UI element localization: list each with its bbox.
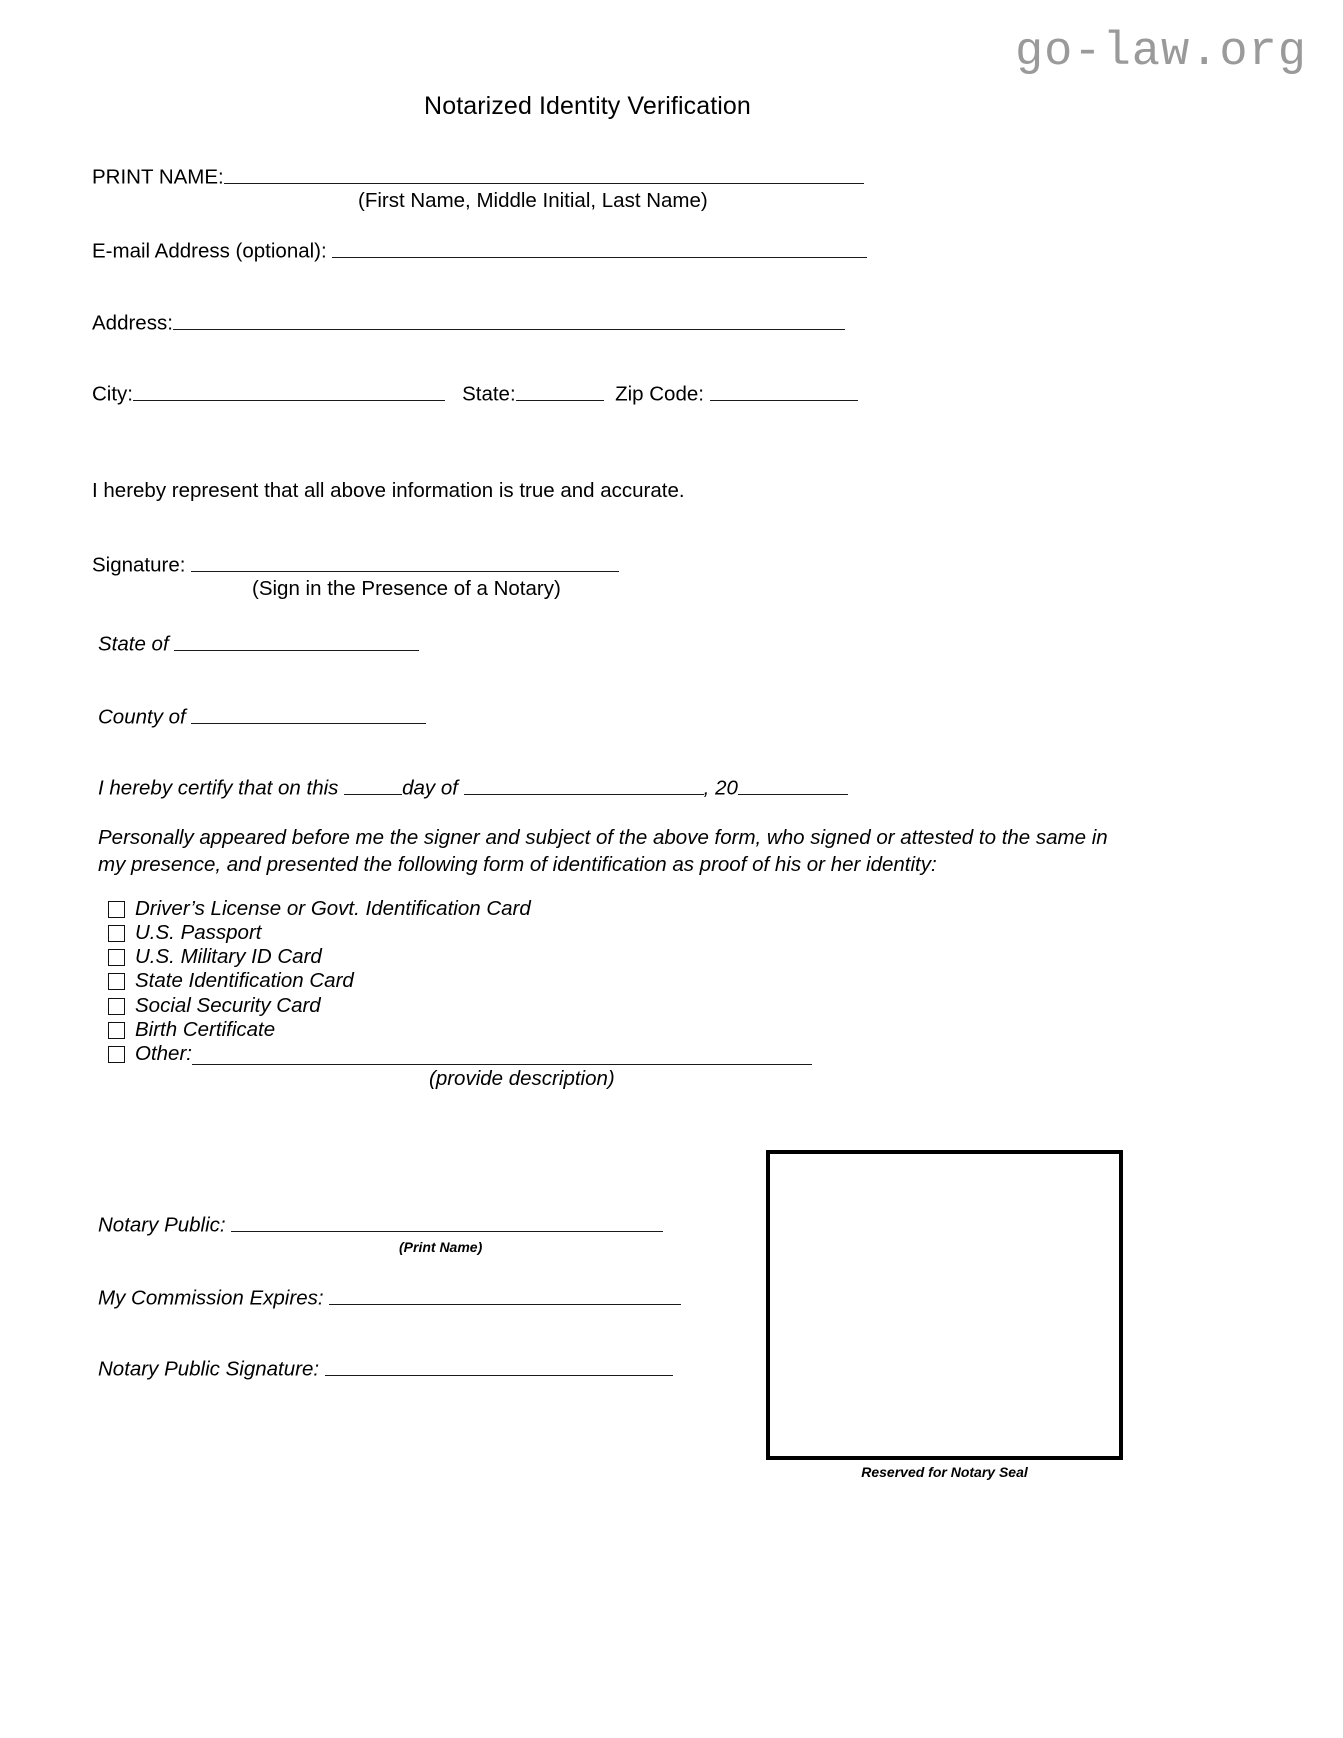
id-option-label: U.S. Passport [135, 921, 262, 944]
county-of-label: County of [98, 705, 186, 729]
county-of-input[interactable] [191, 704, 426, 724]
checkbox-icon[interactable] [108, 949, 125, 966]
notary-public-print-name-caption: (Print Name) [399, 1239, 483, 1255]
print-name-input[interactable] [224, 164, 864, 184]
id-option-label: Social Security Card [135, 994, 321, 1017]
print-name-caption: (First Name, Middle Initial, Last Name) [358, 189, 708, 212]
state-of-row [98, 631, 419, 657]
id-option-us-military-id[interactable] [108, 945, 322, 969]
id-option-label: U.S. Military ID Card [135, 945, 322, 968]
address-label: Address: [92, 311, 173, 335]
state-of-input[interactable] [174, 631, 419, 651]
id-option-label: State Identification Card [135, 969, 354, 992]
id-option-other[interactable] [108, 1042, 812, 1066]
certify-year-input[interactable] [738, 775, 848, 795]
signature-row [92, 552, 619, 578]
state-label: State: [462, 382, 516, 406]
id-option-social-security-card[interactable] [108, 994, 321, 1018]
certify-day-label: day of [402, 776, 464, 800]
city-state-zip-row [92, 381, 858, 407]
commission-expires-input[interactable] [329, 1285, 681, 1305]
email-label: E-mail Address (optional): [92, 239, 327, 263]
representation-statement: I hereby represent that all above information is true and accurate. [92, 479, 685, 502]
print-name-row [92, 164, 864, 190]
email-input[interactable] [332, 238, 867, 258]
appeared-paragraph-line2: my presence, and presented the following form of identification as proof of his or her identity: [98, 853, 937, 877]
checkbox-icon[interactable] [108, 973, 125, 990]
signature-label: Signature: [92, 553, 186, 577]
appeared-paragraph-line1: Personally appeared before me the signer and subject of the above form, who signed or attested to the same in [98, 826, 1108, 849]
appeared-paragraph [98, 824, 1108, 878]
checkbox-icon[interactable] [108, 901, 125, 918]
county-of-row [98, 704, 426, 730]
city-input[interactable] [133, 381, 445, 401]
commission-expires-row [98, 1285, 681, 1311]
page-title: Notarized Identity Verification [424, 92, 751, 120]
state-of-label: State of [98, 632, 169, 656]
zip-label: Zip Code: [615, 382, 704, 406]
id-option-birth-certificate[interactable] [108, 1018, 275, 1042]
certify-year-label: , 20 [703, 776, 738, 800]
print-name-label: PRINT NAME: [92, 165, 224, 189]
checkbox-icon[interactable] [108, 998, 125, 1015]
checkbox-icon[interactable] [108, 1022, 125, 1039]
notary-public-input[interactable] [231, 1212, 663, 1232]
certify-day-input[interactable] [344, 775, 402, 795]
notary-seal-caption: Reserved for Notary Seal [861, 1464, 1028, 1480]
certify-row [98, 775, 848, 801]
notary-public-label: Notary Public: [98, 1213, 226, 1237]
notary-public-row [98, 1212, 663, 1238]
id-option-label: Other: [135, 1042, 192, 1065]
notary-signature-row [98, 1356, 673, 1382]
checkbox-icon[interactable] [108, 925, 125, 942]
state-input[interactable] [516, 381, 604, 401]
id-option-state-id-card[interactable] [108, 969, 354, 993]
email-row [92, 238, 867, 264]
zip-input[interactable] [710, 381, 858, 401]
other-description-caption: (provide description) [429, 1067, 615, 1090]
signature-input[interactable] [191, 552, 619, 572]
commission-expires-label: My Commission Expires: [98, 1286, 324, 1310]
certify-prefix-label: I hereby certify that on this [98, 776, 345, 800]
id-option-us-passport[interactable] [108, 921, 261, 945]
checkbox-icon[interactable] [108, 1046, 125, 1063]
other-description-input[interactable] [192, 1044, 812, 1064]
id-option-drivers-license[interactable] [108, 897, 531, 921]
notary-seal-box [766, 1150, 1123, 1460]
id-option-label: Driver’s License or Govt. Identification Card [135, 897, 531, 920]
certify-month-input[interactable] [464, 775, 704, 795]
id-option-label: Birth Certificate [135, 1018, 276, 1041]
city-label: City: [92, 382, 133, 406]
notary-signature-input[interactable] [325, 1356, 673, 1376]
address-row [92, 310, 845, 336]
site-watermark: go-law.org [1014, 26, 1307, 79]
signature-caption: (Sign in the Presence of a Notary) [252, 577, 561, 600]
address-input[interactable] [173, 310, 845, 330]
notary-signature-label: Notary Public Signature: [98, 1357, 320, 1381]
